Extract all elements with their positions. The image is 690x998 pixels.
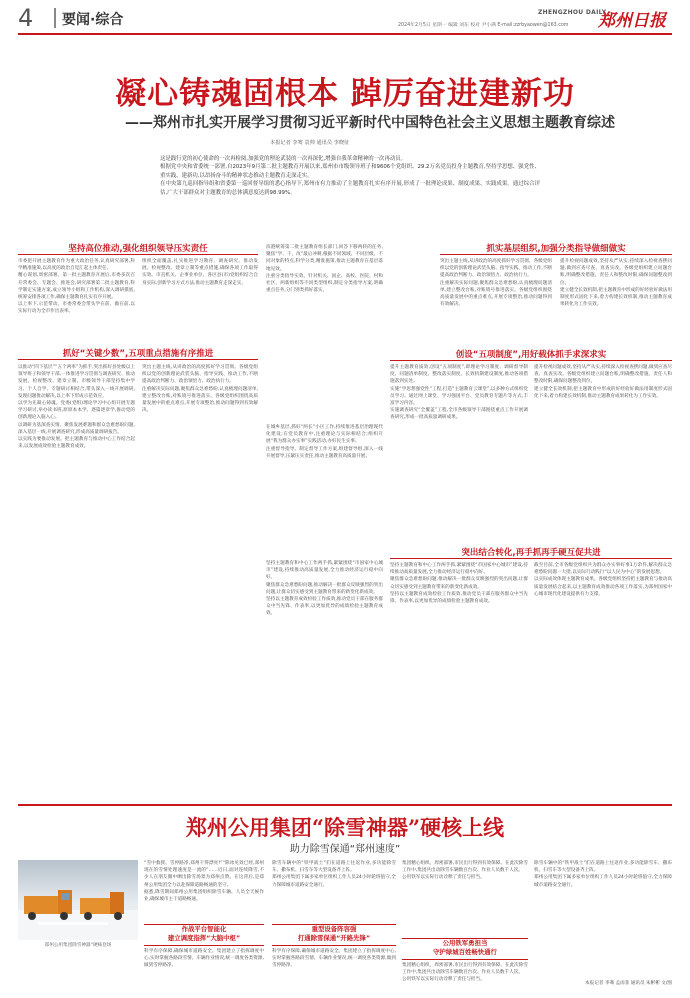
article-col-1b: 以推动“四下基层”“五个两率”为抓手,突出抓好县处级以上领导班子和领导干部,一体推进学习贯彻与调查研究、推动发展、检视整改、建章立制。市级领导干部坚持集中学习、个人自学、专题研讨相结合,带头深入一线开展调研,发现问题推动解决,以上率下形成示范效应。 以学为先凝心铸魂。党委(党组)理论学习中心组开展专题学习研讨,举办读书班,原原本本学、逐篇逐章学,推动党的创新理论入脑入心。 以调研为基深查实情。聚焦发展难题和群众急难愁盼问题,深入基层一线,开展调查研究,形成高质量调研报告。 以实践为要推动发展。把主题教育与推动中心工作结合起来,以发展成效检验主题教育成效。 [18, 365, 135, 450]
article-col-1a2: 组织全面覆盖,扎实推进学习教育、调查研究、推动发展、检视整改、建章立制等重点措施,确保各项工作取得实效。市直机关、企事业单位、各区县(市)党组织结合自身实际,创新学习方式方法,推动主题教育走深走实。 [142, 259, 258, 286]
feature-top-rule [18, 804, 672, 806]
snow-removal-photo [18, 860, 138, 940]
section-title-5: 突出结合转化,再手抓再手硬互促共进 [461, 548, 601, 558]
article-col-1a: 市委把开展主题教育作为重大政治任务,认真研究部署,科学精准施策,以高度的政治自觉汇起主体责任。 精心谋划,周密部署。第一批主题教育开展后,市委多次召开常委会、专题会、推进会,研究部署第二批主题教育,科学制定实施方案,成立领导小组和工作机构,深入调研摸底,统筹安排各项工作,确保主题教育扎实有序开展。 以上率下,示范带动。市委常委会带头学在前、做在前,以实际行动为全市作出表率。 [18, 259, 135, 315]
section-title-2: 抓实基层组织,加强分类指导做细做实 [486, 244, 626, 254]
section-label: 要闻·综合 [62, 12, 124, 28]
feature-subhead-3: 公用铁军勇担当 守护绿城百姓畅快通行 [433, 939, 497, 956]
feature-subheadline: 助力除雪保通“郑州速度” [289, 844, 401, 855]
page-number-divider [54, 8, 56, 28]
article-col-3b: 在城乡基层,抓好“两长”小区工作,持续推进基层治理现代化建设;在党员教育中,注重理论与实际相结合;组织开展“我为群众办实事”实践活动,办好民生实事。 注重督导指导。制定督导工作方案,组建督导组,深入一线开展督导,压紧压实责任,推动主题教育高质量开展。 [266, 425, 383, 459]
lead-headline: 凝心铸魂固根本 踔厉奋进建新功 [115, 76, 575, 112]
article-col-3a: 滨港统筹第二批主题教育组长部门,回答下移两转的任务,聚焦“学、干、改”最后冲刺,根据不同领域、不同层级、不同对象的特点,科学分类,精准施策,推动主题教育在基层落地见效。 注重分类指导实效。针对机关、国企、高校、医院、村和社区、两新组织等不同类型组织,制定分类指导方案,明确重点任务,分门别类抓好落实。 [266, 245, 383, 294]
feature-text-5: 除雪车辆中的“铁甲战士”们在道路上往返作业,多功能除雪车、撒布机、扫雪车等大型设备齐上阵。 郑州公用集团下属多家单位组织工作人员24小时轮班值守,全力保障城市道路安全通行。 [534, 861, 672, 888]
feature-subhead-box-2 [272, 924, 396, 946]
section-rule-2 [440, 254, 672, 255]
feature-text-3: 除雪车辆中的“铁甲战士”们在道路上往返作业,多功能除雪车、撒布机、扫雪车等大型设备齐上阵。 郑州公用集团下属多家单位组织工作人员24小时轮班值守,全力保障城市道路安全通行。 [272, 861, 396, 888]
feature-byline: 本报记者 李骞 孟雨菲 通讯员 朱彬彬 文/图 [585, 981, 672, 986]
paper-name-en: ZHENGZHOU DAILY [538, 9, 607, 16]
section-title-1: 坚持高位推动,强化组织领导压实责任 [68, 244, 208, 254]
feature-subhead-box-1 [144, 924, 264, 946]
lead-byline: 本报记者 李骞 袁帅 通讯员 李晓征 [270, 140, 350, 146]
article-col-5b: 提升检视问题成效,坚持从严从实,持续深入检视查摆问题,做到应查尽查、真查实改。各级党组织建立问题台账,明确整改措施、责任人和整改时限,确保问题整改到位。 建立健全长效机制,把主题教育中形成的好经验好做法用制度形式固化下来,着力构建长效机制,推动主题教育成果转化为工作实效。 [560, 259, 672, 308]
feature-subhead-2: 重型设备阵容强 打通除雪保通“开路先锋” [297, 925, 371, 942]
article-col-5c: 提升检视问题成效,坚持从严从实,持续深入检视查摆问题,做到应查尽查、真查实改。各级党组织建立问题台账,明确整改措施、责任人和整改时限,确保问题整改到位。 建立健全长效机制,把主题教育中形成的好经验好做法用制度形式固化下来,着力构建长效机制,推动主题教育成果转化为工作实效。 [534, 365, 672, 399]
masthead-rule [18, 33, 672, 35]
section-rule-4 [390, 360, 672, 361]
article-col-4b: 突出主题主线,从讲政治的高度抓好学习贯彻。各级党组织以党的创新理论武装头脑、指导实践、推动工作,不断提高政治判断力、政治领悟力、政治执行力。 注重解决实际问题,聚焦群众急难愁盼,认真梳理问题清单,建立整改台账,对账销号推进落实。各级党组织围绕高质量发展中的重点难点,开展专项整治,推动问题得到有效解决。 [440, 259, 552, 308]
lead-subheadline: ——郑州市扎实开展学习贯彻习近平新时代中国特色社会主义思想主题教育综述 [125, 115, 615, 131]
feature-text-1: “雪中救援、雪停路净,郑州干得漂亮!”“除冰见效已经,郑州现在的雪情处理速度是一流的”……近日,面对连续降雪,不少人在朋友圈中晒出除雪场景为郑州点赞。在这背后,是郑州公用集团全力以赴保障道路畅通的坚守。 据悉,降雪期间郑州公用集团组织除雪车辆、人员全天候作业,确保城市主干道路畅通。 [144, 861, 264, 903]
article-col-4d: 坚持主题教育和中心工作两手抓,紧紧围绕“市国家中心城市”建设,持续推动高质量发展,全力推动经济运行稳中向好。 聚焦群众急难愁盼问题,推动解决一批群众反映强烈的突出问题,让群众切实感受到主题教育带来的新变化新成效。 坚持以主题教育成效检验工作质效,推动党员干部在服务群众中当先锋、作表率,以更加优异的成绩检验主题教育成效。 [390, 563, 528, 605]
section-rule-3 [18, 359, 258, 360]
snow-truck-image [18, 860, 138, 940]
feature-text-3b: 科学有序保障,确保城市道路安全。集团建立了指挥调度中心,实时掌握各路段雪情、车辆作业情况,统一调度各类资源,做到雪停路净。 [272, 949, 396, 969]
section-rule-5 [390, 558, 672, 559]
feature-text-2: 科学有序保障,确保城市道路安全。集团建立了指挥调度中心,实时掌握各路段雪情、车辆作业情况,统一调度各类资源,做到雪停路净。 [144, 949, 264, 969]
section-title-4: 创设“五项制度”,用好载体抓手求深求实 [455, 350, 607, 360]
article-col-3c: 坚持主题教育和中心工作两手抓,紧紧围绕“市国家中心城市”建设,持续推动高质量发展,全力推动经济运行稳中向好。 聚焦群众急难愁盼问题,推动解决一批群众反映强烈的突出问题,让群众切实感受到主题教育带来的新变化新成效。 坚持以主题教育成效检验工作质效,推动党员干部在服务群众中当先锋、作表率,以更加优异的成绩检验主题教育成效。 [266, 561, 383, 617]
feature-subhead-1: 作战平台智能化 建立调度指挥“大脑中枢” [167, 925, 241, 942]
masthead [0, 0, 690, 36]
article-col-5d: 截至目前,全市各级党组织共为群众办实事好事1万余件,解决群众急难愁盼问题一大批,以实际行动践行“以人民为中心”的发展思想。 以实际成效体现主题教育成果。各级党组织坚持把主题教育与推动高质量发展结合起来,以主题教育成效推动各项工作落实,为郑州国家中心城市现代化建设提供有力支撑。 [534, 563, 672, 597]
page-number: 4 [18, 4, 34, 32]
feature-headline: 郑州公用集团“除雪神器”硬核上线 [185, 815, 505, 840]
article-col-4c: 提升主题教育质效,创设“五项制度”,即理论学习制度、调研督导制度、问题清单制度、整改落实制度、长效机制建设制度,推动各项措施落到实处。 实施“学思想强党性”工程,打造“主题教育云课堂”,以多种方式组织党员学习。通过网上课堂、学习强国平台、党员教育专题片等方式,丰富学习内容。 实施调查研究“全覆盖”工程,全市各级领导干部围绕重点工作开展调查研究,形成一批高质量调研成果。 [390, 365, 528, 421]
lead-intro: 这是践行党的初心使命的一次再检阅,加强党的理论武装的一次再深化,增强自我革命精神的一次再动员。 根据党中央和省委统一部署,自2023年9月第二批主题教育开展以来,郑州市市级领导班子和9606个党组织、29.2万名党员投身主题教育,坚持学思想、强党性、重实践、建新功,以昂扬奋斗的精神状态推动主题教育走深走实。 在中央第九巡回指导组和省委第一巡回督导组的悉心指导下,郑州市有力推动了主题教育扎实有序开展,形成了一批理论成果、制度成果、实践成果。通过综合评估,广大干部群众对主题教育的总体满意度达到98.99%。 [160, 156, 540, 196]
feature-text-4b: 集团精心组织、周密部署,市民出行得到有效保障。在此次除雪工作中,集团共出动除雪车辆数百台次、作业人员数千人次。 公用铁军以实际行动诠释了责任与担当。 [402, 963, 528, 983]
section-title-3: 抓好“关键少数”,五项重点措施有序推进 [62, 349, 214, 359]
article-col-2b: 突出主题主线,从讲政治的高度抓好学习贯彻。各级党组织以党的创新理论武装头脑、指导实践、推动工作,不断提高政治判断力、政治领悟力、政治执行力。 注重解决实际问题,聚焦群众急难愁盼,认真梳理问题清单,建立整改台账,对账销号推进落实。各级党组织围绕高质量发展中的重点难点,开展专项整治,推动问题得到有效解决。 [142, 365, 258, 414]
date-line: 2024年2月5日 星期一 编辑 刘东 校对 尹小满 E-mail:zzrbyaowen@163.com [398, 23, 569, 28]
paper-logo: 郑州日报 [598, 11, 666, 31]
feature-text-4: 集团精心组织、周密部署,市民出行得到有效保障。在此次除雪工作中,集团共出动除雪车辆数百台次、作业人员数千人次。 公用铁军以实际行动诠释了责任与担当。 [402, 861, 528, 881]
section-rule-1 [18, 254, 258, 255]
feature-subhead-box-3 [402, 938, 528, 960]
photo-caption: 郑州公用集团除雪神器“硬核登场 [44, 943, 112, 948]
